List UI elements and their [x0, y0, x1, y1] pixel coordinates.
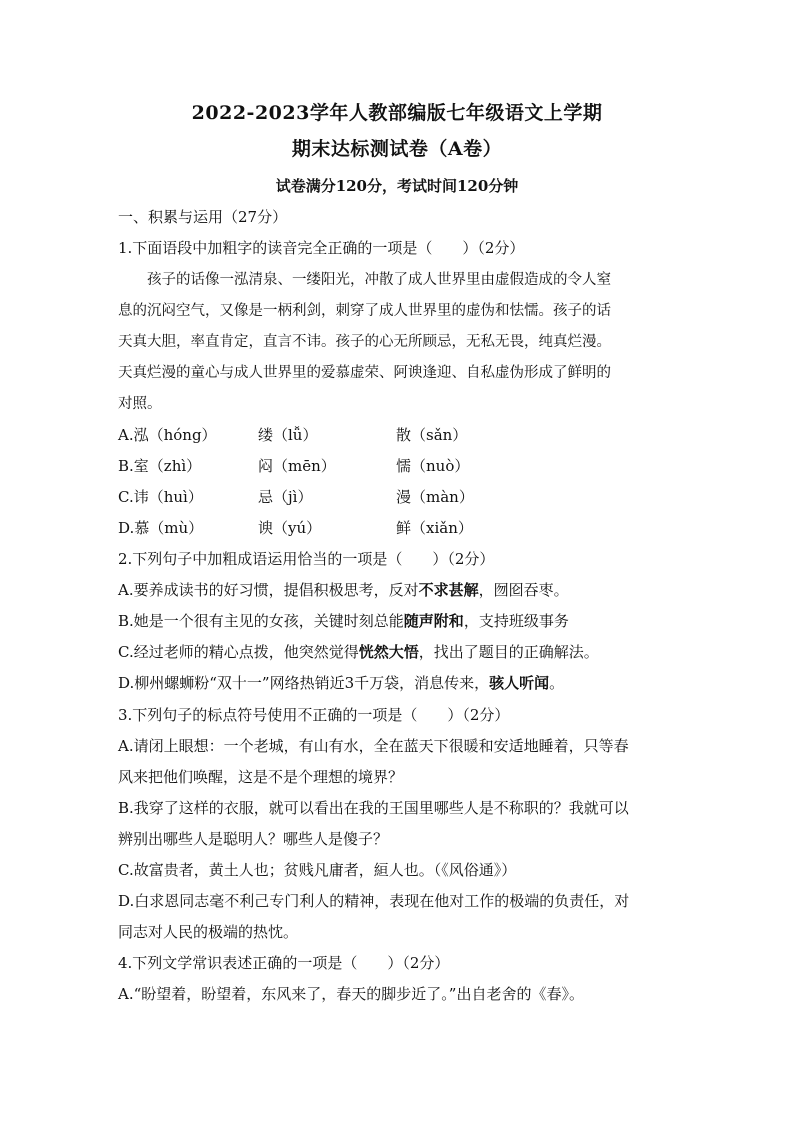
option-cell: 漫（màn） — [396, 488, 474, 506]
q1-passage-line: 孩子的话像一泓清泉、一缕阳光，冲散了成人世界里由虚假造成的令人窒 — [118, 272, 611, 288]
section-heading: 一、积累与运用（27分） — [118, 208, 288, 226]
q4-line: A.“盼望着，盼望着，东风来了，春天的脚步近了。”出自老舍的《春》。 — [118, 985, 584, 1003]
option-cell: D.慕（mù） — [118, 519, 204, 537]
option-text: C.经过老师的精心点拨，他突然觉得 — [118, 643, 359, 661]
option-text: B.她是一个很有主见的女孩，关键时刻总能 — [118, 612, 404, 630]
q1-passage-line: 息的沉闷空气，又像是一柄利剑，刺穿了成人世界里的虚伪和怯懦。孩子的话 — [118, 303, 611, 319]
option-cell: A.泓（hóng） — [118, 426, 217, 444]
bold-idiom: 恍然大悟 — [358, 643, 419, 661]
option-cell: 懦（nuò） — [396, 457, 470, 475]
option-text: D.柳州螺蛳粉“双十一”网络热销近3千万袋，消息传来， — [118, 674, 490, 692]
option-cell: B.室（zhì） — [118, 457, 202, 475]
q3-line: 辨别出哪些人是聪明人？哪些人是傻子？ — [118, 830, 389, 848]
option-text: A.要养成读书的好习惯，提倡积极思考，反对 — [118, 581, 419, 599]
exam-title-line1: 2022-2023学年人教部编版七年级语文上学期 — [191, 102, 603, 124]
option-cell: 散（sǎn） — [396, 426, 468, 444]
q4-stem: 4.下列文学常识表述正确的一项是（ ）（2分） — [118, 954, 450, 972]
q1-passage-line: 天真大胆，率直肯定，直言不讳。孩子的心无所顾忌，无私无畏，纯真烂漫。 — [118, 334, 611, 350]
exam-subtitle: 试卷满分120分，考试时间120分钟 — [275, 177, 519, 195]
option-cell: C.讳（huì） — [118, 488, 203, 506]
q3-line: D.白求恩同志毫不利己专门利人的精神，表现在他对工作的极端的负责任，对 — [118, 892, 630, 910]
q1-passage-line: 对照。 — [118, 396, 162, 412]
option-text: ，囫囵吞枣。 — [478, 581, 569, 599]
q2-option-a — [118, 579, 569, 600]
bold-idiom: 骇人听闻 — [489, 674, 550, 692]
q3-line: B.我穿了这样的衣服，就可以看出在我的王国里哪些人是不称职的？我就可以 — [118, 799, 629, 817]
q2-option-b — [118, 610, 569, 631]
q2-option-d — [118, 672, 564, 693]
option-cell: 忌（jì） — [258, 488, 313, 506]
q3-line: C.故富贵者，黄土人也；贫贱凡庸者，絙人也。（《风俗通》） — [118, 861, 517, 879]
q2-option-c — [118, 641, 599, 662]
option-cell: 缕（lǚ） — [258, 426, 318, 444]
option-cell: 谀（yú） — [258, 519, 322, 537]
q3-stem: 3.下列句子的标点符号使用不正确的一项是（ ）（2分） — [118, 706, 510, 724]
q2-stem: 2.下列句子中加粗成语运用恰当的一项是（ ）（2分） — [118, 550, 495, 568]
exam-title-line2: 期末达标测试卷（A卷） — [291, 138, 503, 160]
option-text: ，支持班级事务 — [463, 612, 569, 630]
q3-line: 同志对人民的极端的热忱。 — [118, 923, 299, 941]
q3-line: A.请闭上眼想：一个老城，有山有水，全在蓝天下很暖和安适地睡着，只等春 — [118, 737, 629, 755]
q1-passage-line: 天真烂漫的童心与成人世界里的爱慕虚荣、阿谀逢迎、自私虚伪形成了鲜明的 — [118, 365, 611, 381]
option-text: ，找出了题目的正确解法。 — [418, 643, 599, 661]
option-text: 。 — [549, 674, 565, 692]
q1-stem: 1.下面语段中加粗字的读音完全正确的一项是（ ）（2分） — [118, 239, 525, 257]
option-cell: 鲜（xiǎn） — [396, 519, 473, 537]
bold-idiom: 不求甚解 — [418, 581, 479, 599]
q3-line: 风来把他们唤醒，这是不是个理想的境界？ — [118, 768, 404, 786]
bold-idiom: 随声附和 — [403, 612, 464, 630]
option-cell: 闷（mēn） — [258, 457, 336, 475]
